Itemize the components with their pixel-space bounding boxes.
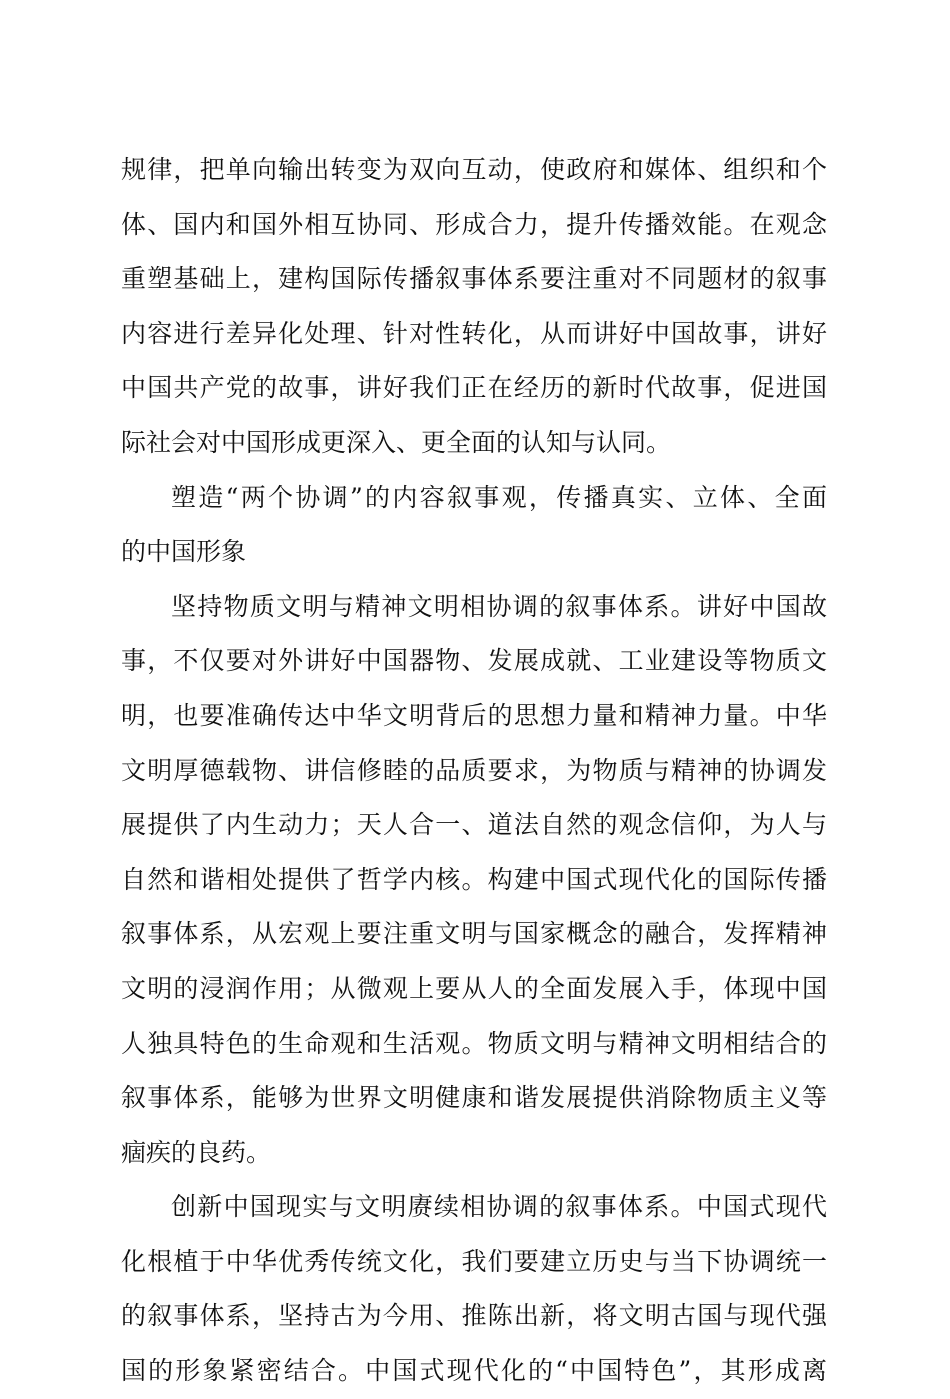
body-text [121,143,827,1399]
text-line: 国的形象紧密结合。中国式现代化的“中国特色”，其形成离 [121,1356,827,1386]
text-line: 事，不仅要对外讲好中国器物、发展成就、工业建设等物质文 [121,646,827,676]
text-line: 叙事体系，从宏观上要注重文明与国家概念的融合，发挥精神 [121,919,827,949]
text-line: 际社会对中国形成更深入、更全面的认知与认同。 [121,427,672,457]
text-line: 体、国内和国外相互协同、形成合力，提升传播效能。在观念 [121,209,827,239]
section-heading-line: 塑造“两个协调”的内容叙事观，传播真实、立体、全面 [171,482,827,512]
text-line: 化根植于中华优秀传统文化，我们要建立历史与当下协调统一 [121,1246,827,1276]
text-line: 痼疾的良药。 [121,1137,272,1167]
text-line: 文明厚德载物、讲信修睦的品质要求，为物质与精神的协调发 [121,755,827,785]
text-line: 中国共产党的故事，讲好我们正在经历的新时代故事，促进国 [121,373,827,403]
section-heading-line: 的中国形象 [121,537,247,567]
text-line: 坚持物质文明与精神文明相协调的叙事体系。讲好中国故 [171,591,827,621]
text-line: 明，也要准确传达中华文明背后的思想力量和精神力量。中华 [121,700,827,730]
text-line: 的叙事体系，坚持古为今用、推陈出新，将文明古国与现代强 [121,1301,827,1331]
text-line: 自然和谐相处提供了哲学内核。构建中国式现代化的国际传播 [121,864,827,894]
text-line: 叙事体系，能够为世界文明健康和谐发展提供消除物质主义等 [121,1083,827,1113]
text-line: 内容进行差异化处理、针对性转化，从而讲好中国故事，讲好 [121,318,827,348]
text-line: 重塑基础上，建构国际传播叙事体系要注重对不同题材的叙事 [121,264,827,294]
text-line: 创新中国现实与文明赓续相协调的叙事体系。中国式现代 [171,1192,827,1222]
text-line: 规律，把单向输出转变为双向互动，使政府和媒体、组织和个 [121,155,827,184]
text-line: 人独具特色的生命观和生活观。物质文明与精神文明相结合的 [121,1028,827,1058]
text-line: 文明的浸润作用；从微观上要从人的全面发展入手，体现中国 [121,973,827,1003]
text-line: 展提供了内生动力；天人合一、道法自然的观念信仰，为人与 [121,810,827,840]
